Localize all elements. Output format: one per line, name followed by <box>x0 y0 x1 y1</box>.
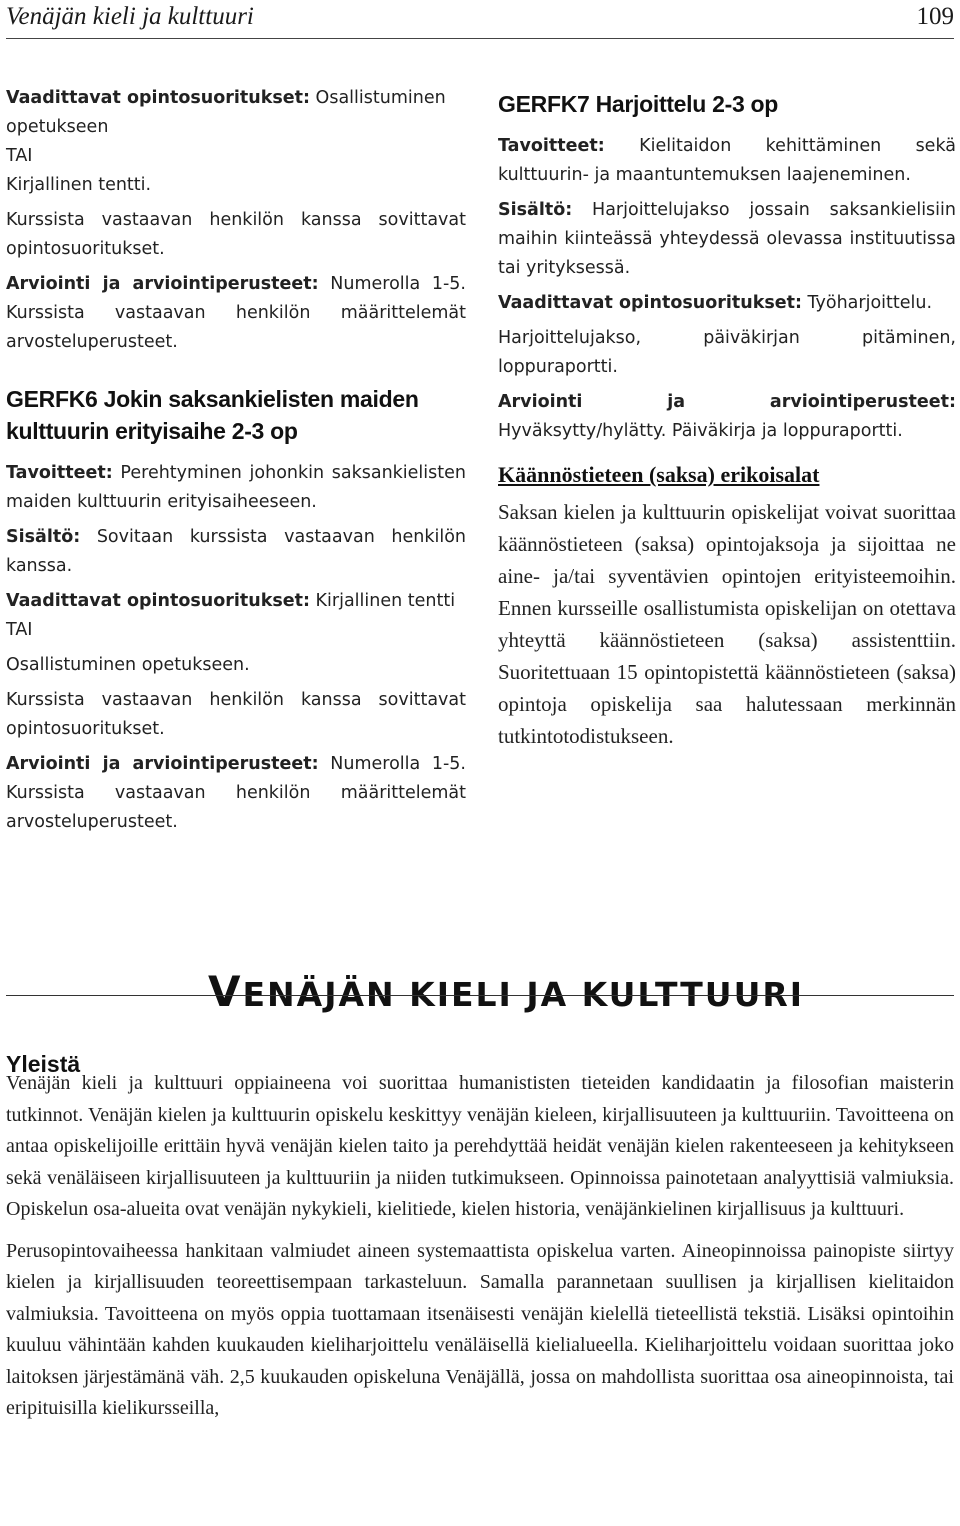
left-column <box>6 84 466 843</box>
goals-text: Perehtyminen johonkin saksankielisten maiden kulttuurin erityisaiheeseen. <box>6 463 466 512</box>
section-title-rest: ENÄJÄN KIELI JA KULTTUURI <box>242 975 805 1015</box>
translation-paragraph: Saksan kielen ja kulttuurin opiskelijat voivat suorittaa käännöstieteen (saksa) opintojaksoja ja sijoittaa ne aine- ja/tai syventävien opintojen erityisteemoihin. Ennen kursseille osallistumista opiskelijan on otettava yhteyttä käännöstieteen (saksa) assistenttiin. Suoritettuaan 15 opintopistettä käännöstieteen (saksa) opintoja opiskelija saa halutessaan merkinnän tutkintotodistukseen. <box>498 500 956 748</box>
requirements-label: Vaadittavat opintosuoritukset: <box>6 591 310 611</box>
course-gerfk7 <box>498 88 956 446</box>
evaluation-paragraph <box>6 750 466 837</box>
evaluation-text: Numerolla 1-5. Kurssista vastaavan henkilön määrittelemät arvosteluperusteet. <box>6 274 466 352</box>
agreement-paragraph: Kurssista vastaavan henkilön kanssa sovittavat opintosuoritukset. <box>6 210 466 259</box>
requirements-paragraph <box>498 289 956 318</box>
requirements-paragraph <box>6 84 466 200</box>
evaluation-text: Numerolla 1-5. Kurssista vastaavan henkilön määrittelemät arvosteluperusteet. <box>6 754 466 832</box>
goals-label: Tavoitteet: <box>498 136 605 156</box>
goals-paragraph <box>6 459 466 517</box>
evaluation-label: Arviointi ja arviointiperusteet: <box>498 392 956 412</box>
or-label: TAI <box>6 620 33 640</box>
section-title <box>208 967 804 1016</box>
evaluation-label: Arviointi ja arviointiperusteet: <box>6 274 319 294</box>
paragraph-2: Perusopintovaiheessa hankitaan valmiudet aineen systemaattista opiskelua varten. Aineopinnoissa painopiste siirtyy kielen ja kirjallisuuden teoreettisempaan tarkasteluun. Samalla parannetaan suullisen ja kirjallisen kielitaidon valmiuksia. Tavoitteena on myös oppia tuottamaan itsenäisesti venäjän kielellä tieteellistä tekstiä. Lisäksi opintoihin kuuluu vähintään kahden kuukauden kieliharjoittelu venäläisellä kielialueella. Kieliharjoittelu voidaan suorittaa joko laitoksen järjestämänä väh. 2,5 kuukauden opiskeluna Venäjällä, jossa on mahdollista suorittaa osa aineopinnoista, tai eripituisilla kielikursseilla, <box>6 1239 954 1419</box>
general-subheading: Yleistä <box>6 1051 81 1077</box>
requirements-text: Osallistuminen opetukseen <box>6 88 446 137</box>
content-label: Sisältö: <box>6 527 81 547</box>
requirements-text: Työharjoittelu. <box>801 293 933 313</box>
requirements-label: Vaadittavat opintosuoritukset: <box>6 88 310 108</box>
exam-text: Kirjallinen tentti. <box>6 175 152 195</box>
agreement-paragraph: Kurssista vastaavan henkilön kanssa sovittavat opintosuoritukset. <box>6 690 466 739</box>
requirements-text: Kirjallinen tentti <box>309 591 456 611</box>
evaluation-paragraph <box>498 388 956 446</box>
content-paragraph <box>498 196 956 283</box>
content-label: Sisältö: <box>498 200 573 220</box>
translation-heading: Käännöstieteen (saksa) erikoisalat <box>498 462 820 487</box>
content-paragraph <box>6 523 466 581</box>
content-text: Sovitaan kurssista vastaavan henkilön kanssa. <box>6 527 466 576</box>
running-title: Venäjän kieli ja kulttuuri <box>6 3 254 30</box>
goals-label: Tavoitteet: <box>6 463 113 483</box>
section-rule <box>6 995 954 996</box>
requirements-paragraph <box>6 587 466 645</box>
or-label: TAI <box>6 146 33 166</box>
goals-text: Kielitaidon kehittäminen sekä kulttuurin- ja maantuntemuksen laajeneminen. <box>498 136 956 185</box>
running-header <box>6 2 954 34</box>
course-title: GERFK7 Harjoittelu 2-3 op <box>498 91 779 117</box>
header-rule <box>6 38 954 39</box>
section-title-initial: V <box>208 967 243 1017</box>
course-requirements-block <box>6 84 466 357</box>
content-text: Harjoittelujakso jossain saksankielisiin maihin kiinteässä yhteydessä olevassa instituutissa tai yrityksessä. <box>498 200 956 278</box>
evaluation-paragraph <box>6 270 466 357</box>
translation-studies-block <box>498 460 956 752</box>
section-body <box>6 1068 954 1435</box>
goals-paragraph <box>498 132 956 190</box>
practice-details: Harjoittelujakso, päiväkirjan pitäminen, loppuraportti. <box>498 328 956 377</box>
requirements-label: Vaadittavat opintosuoritukset: <box>498 293 802 313</box>
evaluation-text: Hyväksytty/hylätty. Päiväkirja ja loppuraportti. <box>498 421 903 441</box>
right-column <box>498 88 956 752</box>
paragraph-1: Venäjän kieli ja kulttuuri oppiaineena voi suorittaa humanististen tieteiden kandidaatin ja filosofian maisterin tutkinnot. Venäjän kielen ja kulttuurin opiskelu keskittyy venäjän kieleen, kirjallisuuteen ja kulttuuriin. Tavoitteena on antaa opiskelijoille erittäin hyvä venäjän kielen taito ja perehdyttää heidät venäjän kielen rakenteeseen ja kehitykseen sekä venäläiseen kirjallisuuteen ja kulttuuriin ja niiden tutkimukseen. Opinnoissa painotetaan analyyttisiä valmiuksia. Opiskelun osa-alueita ovat venäjän nykykieli, kielitiede, kielen historia, venäjänkielinen kirjallisuus ja kulttuuri. <box>6 1072 954 1220</box>
page-number: 109 <box>916 3 954 30</box>
evaluation-label: Arviointi ja arviointiperusteet: <box>6 754 319 774</box>
participation-text: Osallistuminen opetukseen. <box>6 655 250 675</box>
course-gerfk6 <box>6 383 466 837</box>
course-title: GERFK6 Jokin saksankielisten maiden kulttuurin erityisaihe 2-3 op <box>6 386 419 444</box>
